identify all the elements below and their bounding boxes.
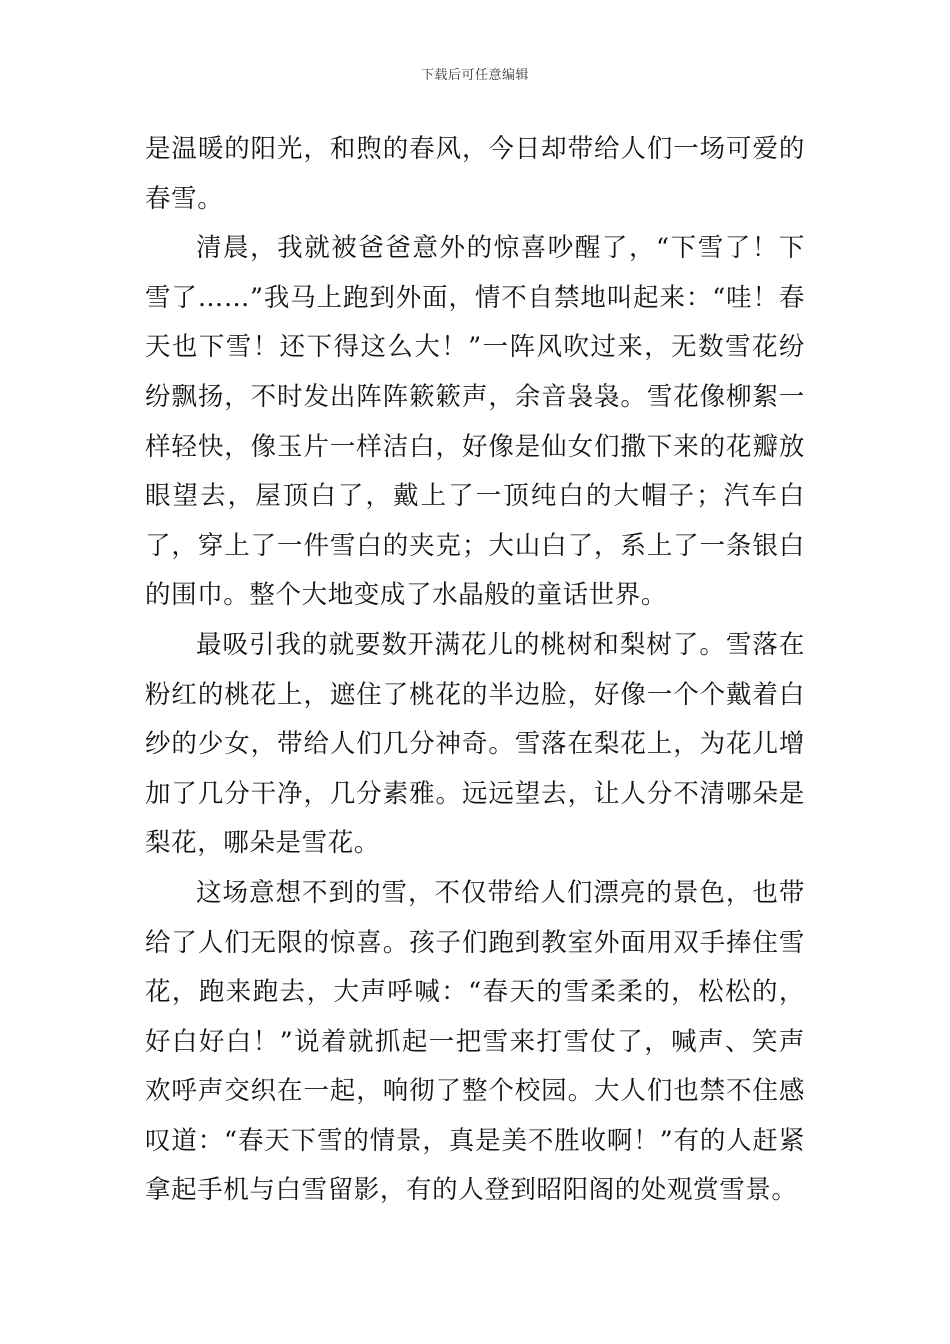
paragraph-2: 清晨，我就被爸爸意外的惊喜吵醒了，“下雪了！下雪了……”我马上跑到外面，情不自禁地叫起来：“哇！春天也下雪！还下得这么大！”一阵风吹过来，无数雪花纷纷飘扬，不时发出阵阵簌簌声，余音袅袅。雪花像柳絮一样轻快，像玉片一样洁白，好像是仙女们撒下来的花瓣放眼望去，屋顶白了，戴上了一顶纯白的大帽子；汽车白了，穿上了一件雪白的夹克；大山白了，系上了一条银白的围巾。整个大地变成了水晶般的童话世界。 — [145, 233, 805, 611]
page-header: 下载后可任意编辑 — [420, 68, 529, 83]
paragraph-3: 最吸引我的就要数开满花儿的桃树和梨树了。雪落在粉红的桃花上，遮住了桃花的半边脸，好像一个个戴着白纱的少女，带给人们几分神奇。雪落在梨花上，为花儿增加了几分干净，几分素雅。远远望去，让人分不清哪朵是梨花，哪朵是雪花。 — [145, 629, 805, 859]
paragraph-1: 是温暖的阳光，和煦的春风，今日却带给人们一场可爱的春雪。 — [145, 134, 805, 214]
paragraph-4: 这场意想不到的雪，不仅带给人们漂亮的景色，也带给了人们无限的惊喜。孩子们跑到教室外面用双手捧住雪花，跑来跑去，大声呼喊：“春天的雪柔柔的，松松的，好白好白！”说着就抓起一把雪来打雪仗了，喊声、笑声欢呼声交织在一起，响彻了整个校园。大人们也禁不住感叹道：“春天下雪的情景，真是美不胜收啊！”有的人赶紧拿起手机与白雪留影，有的人登到昭阳阁的处观赏雪景。 — [145, 877, 805, 1206]
document-body — [145, 125, 805, 1216]
